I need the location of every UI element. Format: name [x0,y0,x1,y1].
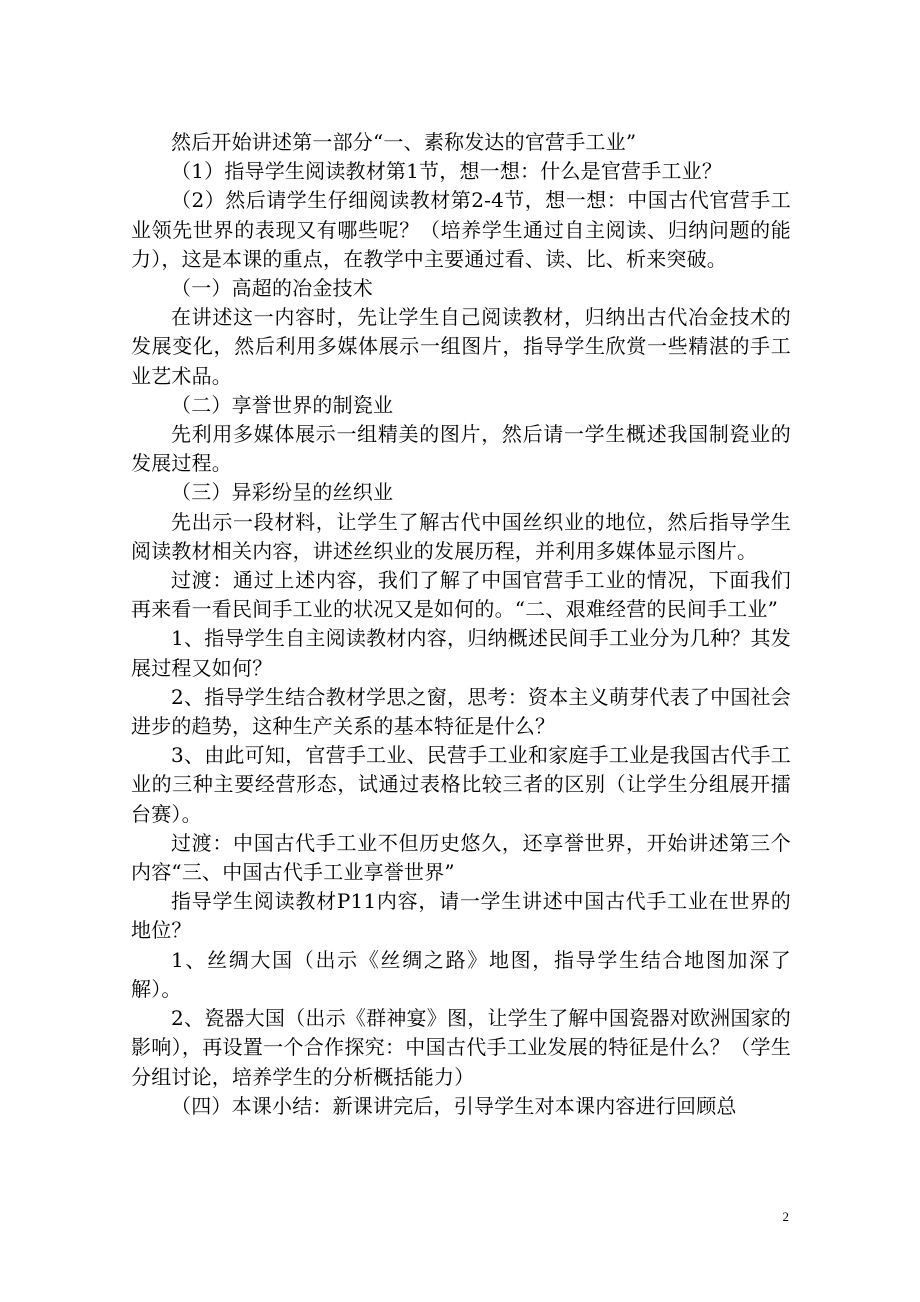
paragraph: （1）指导学生阅读教材第1节，想一想：什么是官营手工业？ [171,159,723,184]
paragraph: 在讲述这一内容时，先让学生自己阅读教材，归纳出古代冶金技术的发展变化，然后利用多媒体展示一组图片，指导学生欣赏一些精湛的手工业艺术品。 [131,305,791,388]
transition-paragraph: 过渡：中国古代手工业不但历史悠久，还享誉世界，开始讲述第三个内容“三、中国古代手工业享誉世界” [131,830,791,885]
list-item: 3、由此可知，官营手工业、民营手工业和家庭手工业是我国古代手工业的三种主要经营形态，试通过表格比较三者的区别（让学生分组展开擂台赛）。 [131,743,791,826]
list-item: 1、指导学生自主阅读教材内容，归纳概述民间手工业分为几种？其发展过程又如何？ [131,626,791,680]
section-heading: （一）高超的冶金技术 [171,276,373,301]
section-heading: （三）异彩纷呈的丝织业 [171,480,394,505]
paragraph: 先利用多媒体展示一组精美的图片，然后请一学生概述我国制瓷业的发展过程。 [131,422,791,476]
paragraph: 指导学生阅读教材P11内容，请一学生讲述中国古代手工业在世界的地位？ [131,889,791,943]
list-item: 2、指导学生结合教材学思之窗，思考：资本主义萌芽代表了中国社会进步的趋势，这种生产关系的基本特征是什么？ [131,684,791,739]
body-text [131,128,791,1121]
paragraph: 先出示一段材料，让学生了解古代中国丝织业的地位，然后指导学生阅读教材相关内容，讲述丝织业的发展历程，并利用多媒体显示图片。 [131,509,791,563]
paragraph: 然后开始讲述第一部分“一、素称发达的官营手工业” [171,130,637,154]
transition-paragraph: 过渡：通过上述内容，我们了解了中国官营手工业的情况，下面我们再来看一看民间手工业的状况又是如何的。“二、艰难经营的民间手工业” [131,568,791,622]
page-number: 2 [782,1209,789,1224]
section-heading: （二）享誉世界的制瓷业 [171,392,394,417]
paragraph: （2）然后请学生仔细阅读教材第2-4节，想一想：中国古代官营手工业领先世界的表现又有哪些呢？（培养学生通过自主阅读、归纳问题的能力），这是本课的重点，在教学中主要通过看、读、比、析来突破。 [131,188,791,271]
list-item: 2、瓷器大国（出示《群神宴》图，让学生了解中国瓷器对欧洲国家的影响），再设置一个合作探究：中国古代手工业发展的特征是什么？（学生分组讨论，培养学生的分析概括能力） [131,1006,791,1089]
section-heading: （四）本课小结：新课讲完后，引导学生对本课内容进行回顾总 [171,1093,737,1118]
list-item: 1、丝绸大国（出示《丝绸之路》地图，指导学生结合地图加深了解）。 [131,947,791,1001]
